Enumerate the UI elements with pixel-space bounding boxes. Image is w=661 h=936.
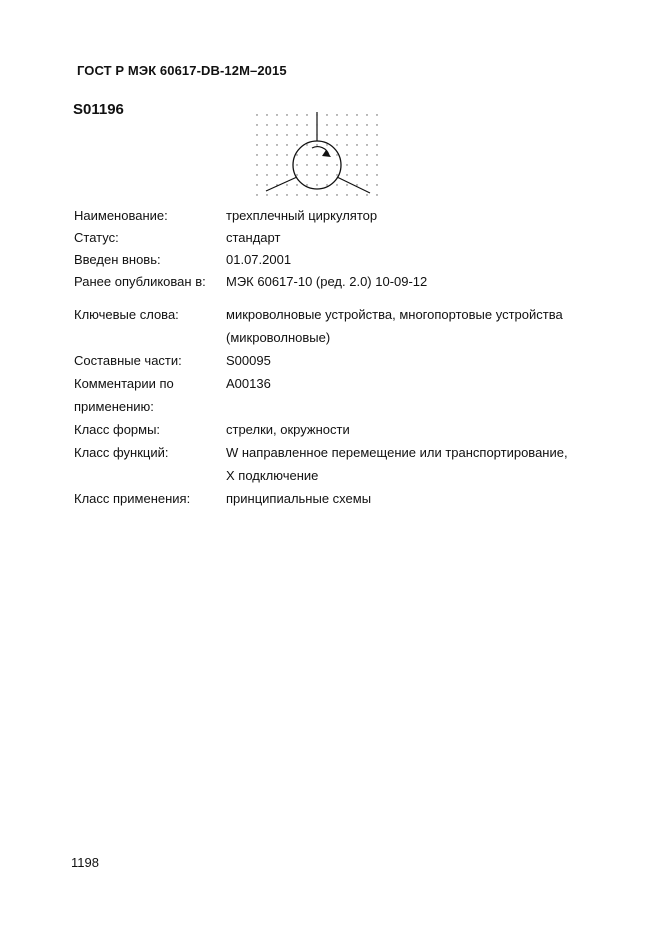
field-value: стрелки, окружности bbox=[226, 422, 350, 437]
grid-dot bbox=[296, 114, 297, 115]
grid-dot bbox=[306, 154, 307, 155]
grid-dot bbox=[376, 154, 377, 155]
grid-dot bbox=[286, 124, 287, 125]
grid-dot bbox=[346, 114, 347, 115]
grid-dot bbox=[266, 184, 267, 185]
grid-dot bbox=[286, 164, 287, 165]
field-value: S00095 bbox=[226, 353, 271, 368]
field-value: стандарт bbox=[226, 230, 281, 245]
grid-dot bbox=[376, 124, 377, 125]
field-label: Введен вновь: bbox=[74, 252, 161, 267]
grid-dot bbox=[336, 134, 337, 135]
grid-dot bbox=[296, 184, 297, 185]
field-label: Класс формы: bbox=[74, 422, 161, 437]
field-value: A00136 bbox=[226, 376, 271, 391]
grid-dot bbox=[356, 194, 357, 195]
field-label: Класс применения: bbox=[74, 491, 191, 506]
grid-dot bbox=[376, 144, 377, 145]
grid-dot bbox=[346, 164, 347, 165]
grid-dot bbox=[356, 164, 357, 165]
field-label: Наименование: bbox=[74, 208, 168, 223]
grid-dot bbox=[366, 174, 367, 175]
grid-dot bbox=[316, 184, 317, 185]
grid-dot bbox=[256, 174, 257, 175]
grid-dot bbox=[256, 144, 257, 145]
grid-dot bbox=[346, 184, 347, 185]
grid-dot bbox=[346, 154, 347, 155]
field-value: 01.07.2001 bbox=[226, 252, 292, 267]
grid-dot bbox=[356, 134, 357, 135]
grid-dot bbox=[296, 124, 297, 125]
grid-dot bbox=[266, 174, 267, 175]
field-label: Ключевые слова: bbox=[74, 307, 179, 322]
grid-dot bbox=[256, 194, 257, 195]
grid-dot bbox=[366, 184, 367, 185]
grid-dot bbox=[366, 154, 367, 155]
field-label-line: Комментарии по bbox=[74, 376, 174, 391]
field-label bbox=[74, 372, 224, 418]
field-label: Статус: bbox=[74, 230, 119, 245]
grid-dot bbox=[276, 124, 277, 125]
grid-dot bbox=[306, 114, 307, 115]
grid-dot bbox=[286, 144, 287, 145]
grid-dot bbox=[276, 174, 277, 175]
field-value: трехплечный циркулятор bbox=[226, 208, 378, 223]
grid-dot bbox=[326, 164, 327, 165]
grid-dot bbox=[286, 194, 287, 195]
grid-dot bbox=[316, 154, 317, 155]
grid-dot bbox=[256, 114, 257, 115]
grid-dot bbox=[296, 144, 297, 145]
circulator-symbol-icon bbox=[252, 110, 382, 206]
grid-dot bbox=[306, 144, 307, 145]
grid-dot bbox=[326, 134, 327, 135]
grid-dot bbox=[346, 134, 347, 135]
grid-dot bbox=[356, 114, 357, 115]
grid-dot bbox=[256, 164, 257, 165]
grid-dot bbox=[326, 124, 327, 125]
grid-dot bbox=[366, 164, 367, 165]
grid-dot bbox=[276, 144, 277, 145]
grid-dot bbox=[286, 184, 287, 185]
field-value-line: W направленное перемещение или транспортирование, bbox=[226, 445, 568, 460]
field-label: Составные части: bbox=[74, 353, 182, 368]
grid-dot bbox=[276, 164, 277, 165]
grid-dot bbox=[336, 154, 337, 155]
grid-dot bbox=[316, 194, 317, 195]
grid-dot bbox=[286, 154, 287, 155]
grid-dot bbox=[256, 134, 257, 135]
grid-dot bbox=[286, 174, 287, 175]
grid-dot bbox=[366, 124, 367, 125]
field-label: Ранее опубликован в: bbox=[74, 274, 206, 289]
field-value-line: микроволновые устройства, многопортовые устройства bbox=[226, 307, 563, 322]
grid-dot bbox=[336, 144, 337, 145]
grid-dot bbox=[366, 194, 367, 195]
grid-dot bbox=[336, 114, 337, 115]
grid-dot bbox=[306, 134, 307, 135]
grid-dot bbox=[376, 114, 377, 115]
grid-dot bbox=[356, 144, 357, 145]
grid-dot bbox=[306, 184, 307, 185]
grid-dot bbox=[306, 124, 307, 125]
grid-dot bbox=[366, 134, 367, 135]
grid-dot bbox=[346, 174, 347, 175]
grid-dot bbox=[266, 194, 267, 195]
grid-dot bbox=[306, 164, 307, 165]
grid-dot bbox=[266, 154, 267, 155]
grid-dot bbox=[326, 194, 327, 195]
grid-dot bbox=[376, 134, 377, 135]
field-label: Класс функций: bbox=[74, 445, 169, 460]
field-value bbox=[226, 303, 596, 349]
grid-dot bbox=[316, 174, 317, 175]
symbol-code: S01196 bbox=[73, 101, 124, 118]
grid-dot bbox=[326, 184, 327, 185]
grid-dot bbox=[326, 144, 327, 145]
grid-dot bbox=[346, 194, 347, 195]
grid-dot bbox=[336, 124, 337, 125]
grid-dot bbox=[346, 144, 347, 145]
grid-dot bbox=[336, 184, 337, 185]
grid-dot bbox=[286, 114, 287, 115]
grid-dot bbox=[366, 144, 367, 145]
field-label-line: применению: bbox=[74, 399, 154, 414]
grid-dot bbox=[346, 124, 347, 125]
grid-dot bbox=[316, 164, 317, 165]
grid-dot bbox=[256, 124, 257, 125]
grid-dot bbox=[266, 114, 267, 115]
grid-dot bbox=[356, 184, 357, 185]
grid-dot bbox=[336, 164, 337, 165]
grid-dot bbox=[266, 164, 267, 165]
grid-dot bbox=[256, 184, 257, 185]
field-value bbox=[226, 441, 596, 487]
grid-dot bbox=[286, 134, 287, 135]
grid-dot bbox=[266, 134, 267, 135]
grid-dot bbox=[276, 134, 277, 135]
grid-dot bbox=[296, 174, 297, 175]
grid-dot bbox=[376, 194, 377, 195]
grid-dot bbox=[256, 154, 257, 155]
grid-dot bbox=[366, 114, 367, 115]
field-value: принципиальные схемы bbox=[226, 491, 372, 506]
grid-dot bbox=[266, 124, 267, 125]
field-value-line: (микроволновые) bbox=[226, 330, 331, 345]
grid-dot bbox=[306, 194, 307, 195]
grid-dot bbox=[266, 144, 267, 145]
grid-dot bbox=[296, 134, 297, 135]
grid-dot bbox=[326, 114, 327, 115]
grid-dot bbox=[376, 164, 377, 165]
grid-dot bbox=[296, 164, 297, 165]
grid-dot bbox=[356, 124, 357, 125]
grid-dot bbox=[296, 154, 297, 155]
page-number: 1198 bbox=[71, 855, 99, 870]
grid-dot bbox=[356, 154, 357, 155]
grid-dot bbox=[336, 194, 337, 195]
grid-dot bbox=[296, 194, 297, 195]
grid-dot bbox=[276, 154, 277, 155]
field-value-line: X подключение bbox=[226, 468, 319, 483]
grid-dot bbox=[326, 174, 327, 175]
grid-dot bbox=[316, 144, 317, 145]
document-header: ГОСТ Р МЭК 60617-DB-12M–2015 bbox=[77, 63, 287, 78]
grid-dot bbox=[306, 174, 307, 175]
field-value: МЭК 60617-10 (ред. 2.0) 10-09-12 bbox=[226, 274, 428, 289]
grid-dot bbox=[276, 114, 277, 115]
grid-dot bbox=[336, 174, 337, 175]
grid-dot bbox=[356, 174, 357, 175]
grid-dot bbox=[276, 194, 277, 195]
grid-dot bbox=[376, 174, 377, 175]
grid-dot bbox=[376, 184, 377, 185]
